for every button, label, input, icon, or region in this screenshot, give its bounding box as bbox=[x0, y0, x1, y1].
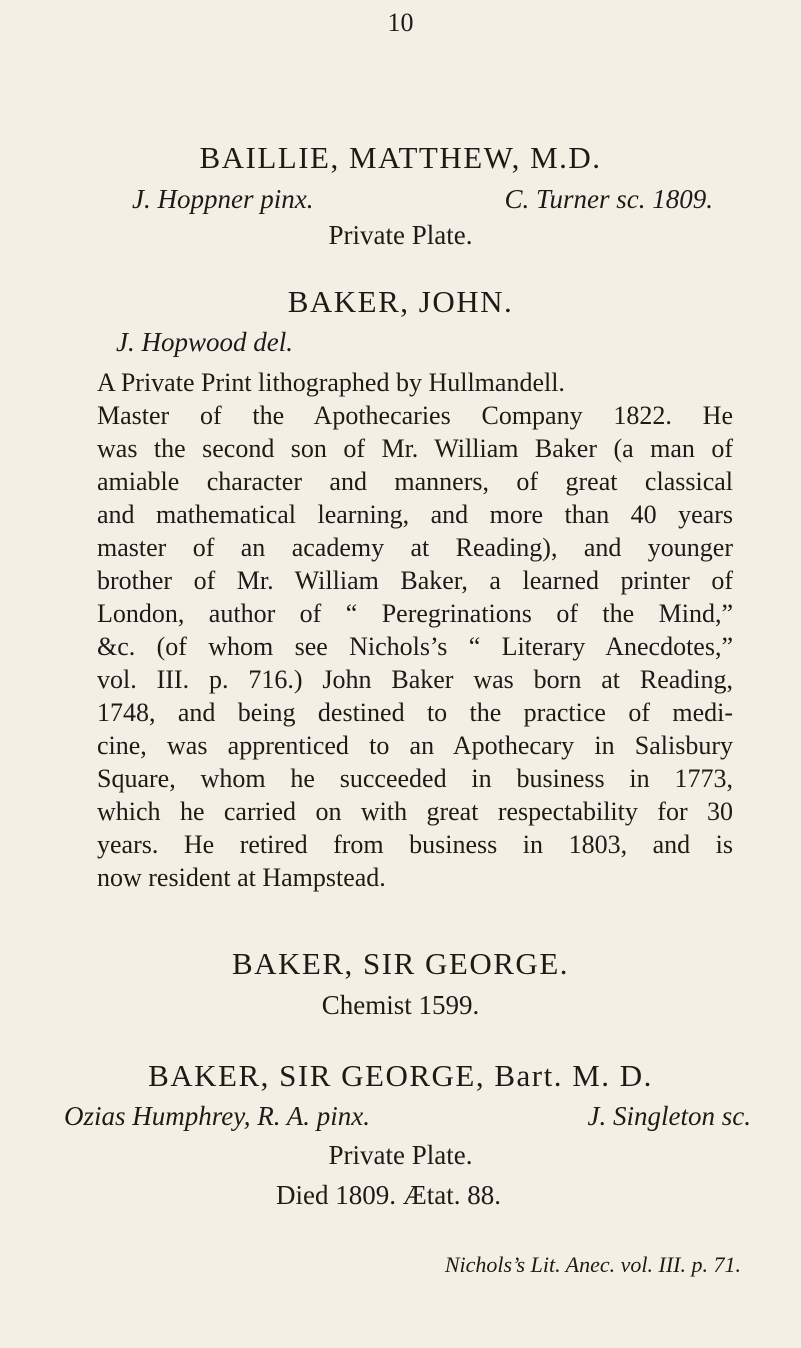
entry-note: Chemist 1599. bbox=[321, 990, 480, 1020]
body-line: Master of the Apothecaries Company 1822. He bbox=[97, 401, 733, 430]
credit-painter: J. Hoppner pinx. bbox=[132, 184, 314, 214]
entry-note: Private Plate. bbox=[328, 220, 473, 250]
body-line: vol. III. p. 716.) John Baker was born at Reading, bbox=[97, 665, 733, 694]
entry-heading: BAKER, SIR GEORGE. bbox=[231, 946, 569, 981]
entry-reference: Nichols’s Lit. Anec. vol. III. p. 71. bbox=[444, 1252, 741, 1277]
body-line: A Private Print lithographed by Hullmandell. bbox=[97, 368, 565, 397]
body-line: cine, was apprenticed to an Apothecary in Salisbury bbox=[97, 731, 733, 760]
credit-engraver: C. Turner sc. 1809. bbox=[504, 184, 713, 214]
credit-painter: Ozias Humphrey, R. A. pinx. bbox=[64, 1101, 370, 1131]
body-line: Square, whom he succeeded in business in 1773, bbox=[97, 764, 733, 793]
page-number: 10 bbox=[387, 8, 414, 37]
body-line: now resident at Hampstead. bbox=[97, 863, 386, 892]
entry-heading: BAKER, JOHN. bbox=[287, 284, 514, 319]
entry-body bbox=[83, 366, 733, 894]
body-line: &c. (of whom see Nichols’s “ Literary Anecdotes,” bbox=[97, 632, 733, 661]
credit-engraver: J. Singleton sc. bbox=[587, 1101, 751, 1131]
body-line: London, author of “ Peregrinations of the Mind,” bbox=[97, 599, 733, 628]
entry-died: Died 1809. Ætat. 88. bbox=[276, 1180, 501, 1210]
body-line: brother of Mr. William Baker, a learned printer of bbox=[97, 566, 733, 595]
body-line: years. He retired from business in 1803, and is bbox=[97, 830, 733, 859]
body-line: 1748, and being destined to the practice of medi- bbox=[97, 698, 733, 727]
body-line: amiable character and manners, of great classical bbox=[97, 467, 733, 496]
credit-draughtsman: J. Hopwood del. bbox=[116, 327, 293, 357]
body-line: master of an academy at Reading), and younger bbox=[97, 533, 733, 562]
body-line: which he carried on with great respectability for 30 bbox=[97, 797, 733, 826]
entry-heading: BAKER, SIR GEORGE, Bart. M. D. bbox=[148, 1058, 653, 1093]
entry-heading: BAILLIE, MATTHEW, M.D. bbox=[199, 140, 602, 175]
body-line: and mathematical learning, and more than 40 years bbox=[97, 500, 733, 529]
body-line: was the second son of Mr. William Baker (a man of bbox=[97, 434, 733, 463]
entry-note: Private Plate. bbox=[328, 1140, 473, 1170]
